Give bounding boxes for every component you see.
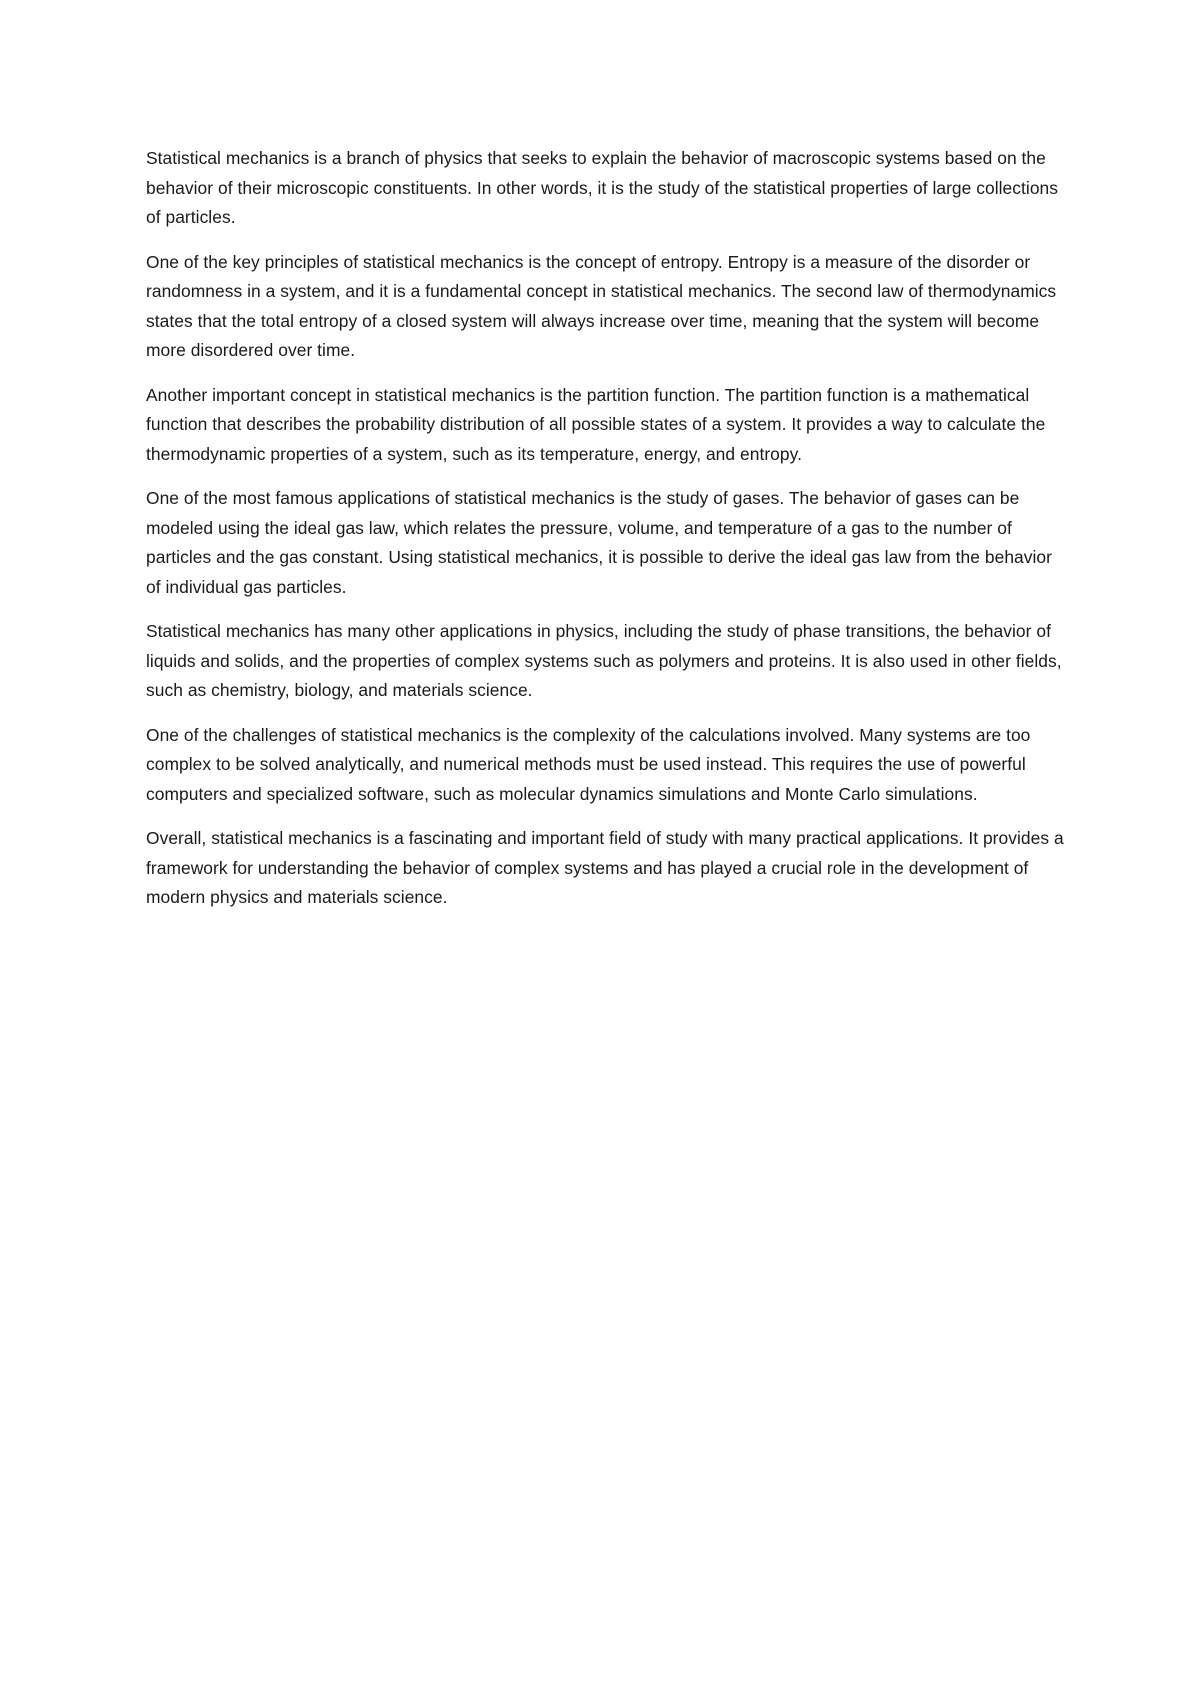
paragraph-challenges: One of the challenges of statistical mechanics is the complexity of the calculations involved. Many systems are too complex to be solved analytically, and numerical methods must be used instead. This requires the use of powerful computers and specialized software, such as molecular dynamics simulations and Monte Carlo simulations. (146, 724, 1031, 804)
paragraph-entropy: One of the key principles of statistical mechanics is the concept of entropy. Entropy is a measure of the disorder or randomness in a system, and it is a fundamental concept in statistical mechanics. The second law of thermodynamics states that the total entropy of a closed system will always increase over time, meaning that the system will become more disordered over time. (146, 251, 1057, 360)
paragraph-applications: Statistical mechanics has many other applications in physics, including the study of phase transitions, the behavior of liquids and solids, and the properties of complex systems such as polymers and proteins. It is also used in other fields, such as chemistry, biology, and materials science. (146, 621, 1062, 700)
document-body (146, 144, 1066, 928)
paragraph-partition-function: Another important concept in statistical mechanics is the partition function. The partition function is a mathematical function that describes the probability distribution of all possible states of a system. It provides a way to calculate the thermodynamic properties of a system, such as its temperature, energy, and entropy. (146, 384, 1046, 464)
paragraph-conclusion: Overall, statistical mechanics is a fascinating and important field of study with many practical applications. It provides a framework for understanding the behavior of complex systems and has played a crucial role in the development of modern physics and materials science. (146, 828, 1064, 907)
paragraph-gases: One of the most famous applications of statistical mechanics is the study of gases. The behavior of gases can be modeled using the ideal gas law, which relates the pressure, volume, and temperature of a gas to the number of particles and the gas constant. Using statistical mechanics, it is possible to derive the ideal gas law from the behavior of individual gas particles. (146, 488, 1052, 597)
paragraph-intro: Statistical mechanics is a branch of physics that seeks to explain the behavior of macroscopic systems based on the behavior of their microscopic constituents. In other words, it is the study of the statistical properties of large collections of particles. (146, 148, 1059, 227)
